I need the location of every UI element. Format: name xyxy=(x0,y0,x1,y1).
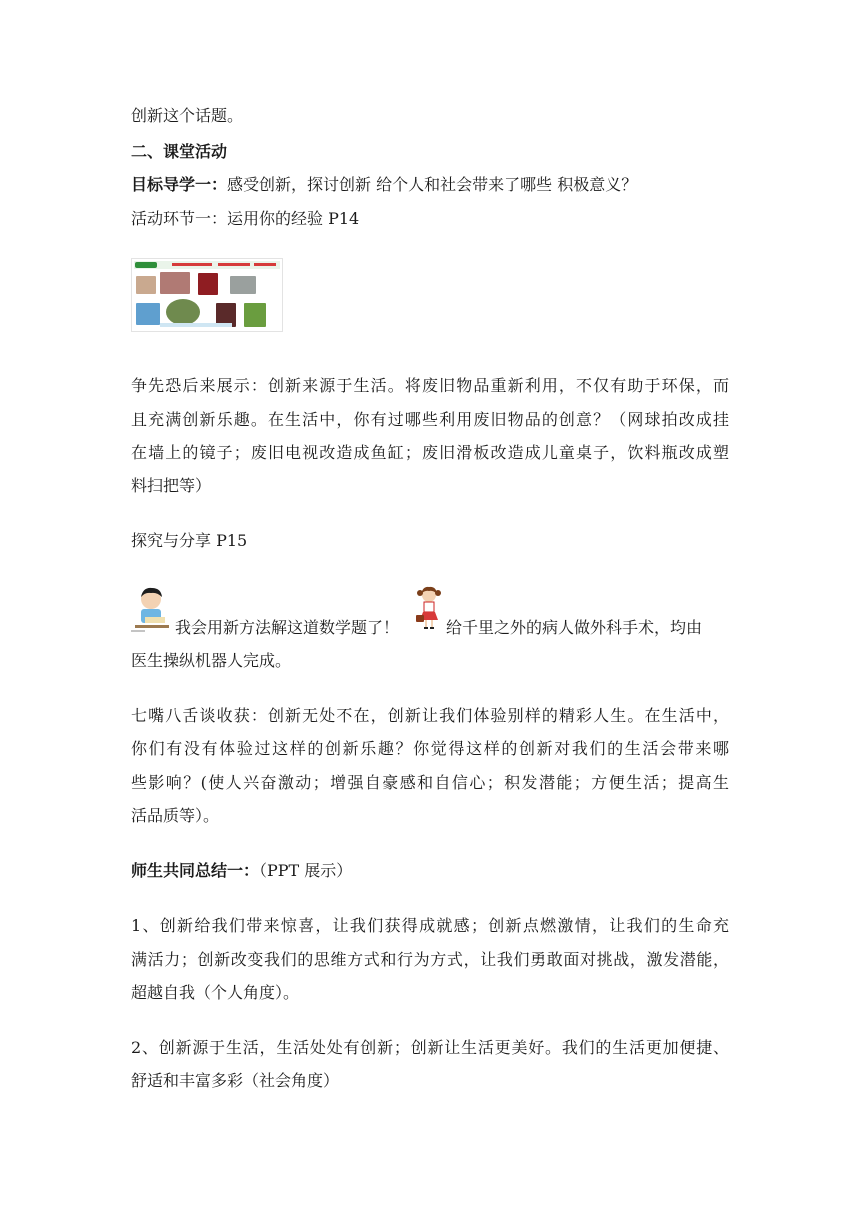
text-line: 医生操纵机器人完成。 xyxy=(131,651,292,670)
text-line: 你们有没有体验过这样的创新乐趣？你觉得这样的创新对我们的生活会带来哪 xyxy=(131,739,729,758)
text-line: 满活力；创新改变我们的思维方式和行为方式，让我们勇敢面对挑战，激发潜能， xyxy=(131,950,729,969)
text-line: 料扫把等） xyxy=(131,476,212,495)
text-line: 争先恐后来展示：创新来源于生活。将废旧物品重新利用，不仅有助于环保，而 xyxy=(131,376,729,395)
goal-label: 目标导学一： xyxy=(131,175,228,194)
thumbnail-photo xyxy=(160,272,190,294)
text-line: 舒适和丰富多彩（社会角度） xyxy=(131,1071,340,1090)
activity-heading: 活动环节一：运用你的经验 P14 xyxy=(131,209,360,228)
text-line: 七嘴八舌谈收获：创新无处不在，创新让我们体验别样的精彩人生。在生活中， xyxy=(131,706,729,725)
thumbnail-photo xyxy=(198,273,218,295)
text-line: 创新这个话题。 xyxy=(131,106,244,125)
text-line: 2、创新源于生活，生活处处有创新；创新让生活更美好。我们的生活更加便捷、 xyxy=(131,1038,729,1057)
summary-heading xyxy=(131,861,352,881)
thumbnail-photo xyxy=(166,299,200,325)
text-line: 且充满创新乐趣。在生活中，你有过哪些利用废旧物品的创意？（网球拍改成挂 xyxy=(131,410,729,429)
thumbnail-heading-mark xyxy=(254,263,276,266)
text-line: 1、创新给我们带来惊喜，让我们获得成就感；创新点燃激情，让我们的生命充 xyxy=(131,916,729,935)
boy-speech-text: 我会用新方法解这道数学题了！ xyxy=(175,618,400,637)
text-line: 些影响？(使人兴奋激动；增强自豪感和自信心；积发潜能；方便生活；提高生 xyxy=(131,773,729,792)
thumbnail-heading-mark xyxy=(172,263,212,266)
girl-speech-text: 给千里之外的病人做外科手术，均由 xyxy=(446,618,703,637)
slide-thumbnail-image xyxy=(131,258,283,332)
thumbnail-photo xyxy=(230,276,256,294)
thumbnail-photo xyxy=(136,276,156,294)
text-line: 在墙上的镜子；废旧电视改造成鱼缸；废旧滑板改造成儿童桌子，饮料瓶改成塑 xyxy=(131,443,729,462)
thumbnail-heading-mark xyxy=(218,263,250,266)
girl-illustration-icon xyxy=(414,585,444,631)
summary-label: 师生共同总结一： xyxy=(131,861,260,880)
explore-heading: 探究与分享 P15 xyxy=(131,531,248,550)
thumbnail-photo xyxy=(136,303,160,325)
thumbnail-caption xyxy=(160,323,232,327)
thumbnail-photo xyxy=(244,303,266,327)
thumbnail-logo-icon xyxy=(135,262,157,268)
goal-line xyxy=(131,175,637,195)
boy-illustration-icon xyxy=(131,585,173,633)
section-title: 二、课堂活动 xyxy=(131,142,228,161)
text-line: 活品质等）。 xyxy=(131,806,220,825)
goal-text: 感受创新，探讨创新 给个人和社会带来了哪些 积极意义？ xyxy=(227,175,638,194)
summary-note: （PPT 展示） xyxy=(259,861,353,880)
text-line: 超越自我（个人角度）。 xyxy=(131,983,300,1002)
